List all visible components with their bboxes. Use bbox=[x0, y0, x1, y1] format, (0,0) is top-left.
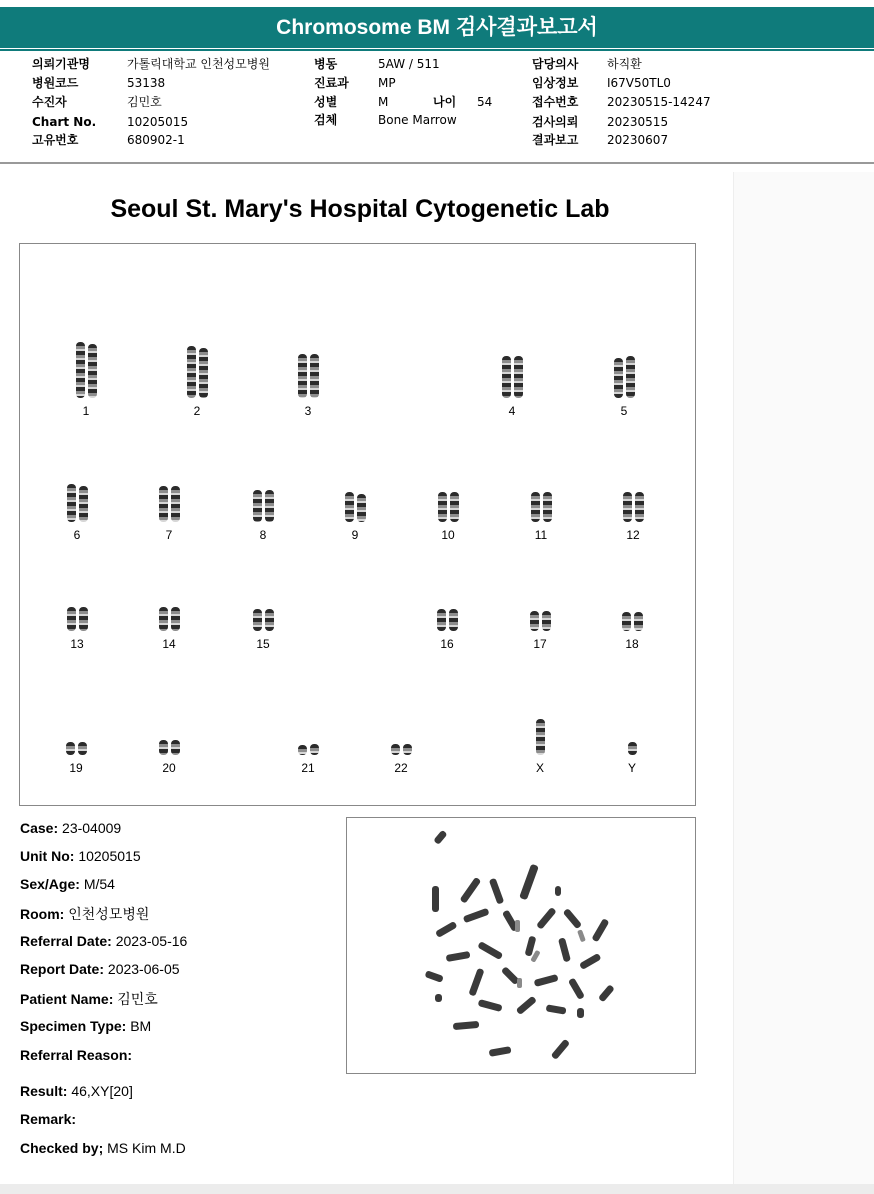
chromosome-17 bbox=[520, 569, 560, 651]
chromosome-label: 12 bbox=[626, 528, 640, 542]
info-value: 54 bbox=[477, 95, 493, 109]
info-value: 20230607 bbox=[607, 133, 669, 147]
chromosome-10 bbox=[428, 460, 468, 542]
info-right bbox=[532, 55, 732, 155]
chromosome-21 bbox=[288, 693, 328, 775]
report-title-bar bbox=[0, 7, 874, 48]
info-value: MP bbox=[378, 76, 396, 90]
chromosome-18 bbox=[612, 569, 652, 651]
chromosome-1 bbox=[66, 336, 106, 418]
chromosome-label: 11 bbox=[534, 528, 548, 542]
result-row bbox=[20, 1083, 133, 1099]
checked-row bbox=[20, 1140, 186, 1156]
header-divider bbox=[0, 162, 874, 164]
chromosome-16 bbox=[427, 569, 467, 651]
result-value: 46,XY[20] bbox=[71, 1083, 133, 1099]
chromosome-label: 19 bbox=[69, 761, 83, 775]
info-value: M bbox=[378, 95, 389, 109]
specimen-row bbox=[20, 1018, 151, 1034]
chromosome-label: 2 bbox=[193, 404, 201, 418]
room-value: 인천성모병원 bbox=[68, 906, 150, 922]
info-label: 임상정보 bbox=[532, 76, 579, 90]
chromosome-label: 10 bbox=[441, 528, 455, 542]
info-value: 20230515-14247 bbox=[607, 95, 711, 109]
referral-date-row bbox=[20, 933, 187, 949]
info-value: 680902-1 bbox=[127, 133, 185, 147]
chromosome-label: 1 bbox=[82, 404, 90, 418]
chromosome-label: Y bbox=[627, 761, 636, 775]
unit-label: Unit No: bbox=[20, 848, 75, 864]
chromosome-label: 21 bbox=[301, 761, 315, 775]
chromosome-20 bbox=[149, 693, 189, 775]
report-date-label: Report Date: bbox=[20, 961, 105, 977]
info-label: 의뢰기관명 bbox=[32, 57, 90, 71]
sexage-row bbox=[20, 876, 115, 892]
chromosome-label: 4 bbox=[508, 404, 516, 418]
specimen-value: BM bbox=[130, 1018, 152, 1034]
info-value: 5AW / 511 bbox=[378, 57, 440, 71]
info-label: 병동 bbox=[314, 57, 338, 71]
chromosome-label: 20 bbox=[162, 761, 176, 775]
report-date-value: 2023-06-05 bbox=[107, 961, 180, 977]
chromosome-11 bbox=[521, 460, 561, 542]
info-label: 고유번호 bbox=[32, 133, 79, 147]
chromosome-label: 13 bbox=[70, 637, 84, 651]
chromosome-label: 5 bbox=[620, 404, 628, 418]
chromosome-14 bbox=[149, 569, 189, 651]
sexage-label: Sex/Age: bbox=[20, 876, 80, 892]
chromosome-label: 15 bbox=[256, 637, 270, 651]
right-margin bbox=[733, 172, 874, 1194]
room-label: Room: bbox=[20, 906, 65, 922]
info-value: Bone Marrow bbox=[378, 113, 457, 127]
chromosome-13 bbox=[57, 569, 97, 651]
chromosome-label: 22 bbox=[394, 761, 408, 775]
chromosome-label: 14 bbox=[162, 637, 176, 651]
chromosome-19 bbox=[56, 693, 96, 775]
info-value: 10205015 bbox=[127, 115, 189, 129]
result-label: Result: bbox=[20, 1083, 68, 1099]
referral-date-value: 2023-05-16 bbox=[115, 933, 188, 949]
chromosome-label: 8 bbox=[259, 528, 267, 542]
info-label: 진료과 bbox=[314, 76, 349, 90]
chromosome-8 bbox=[243, 460, 283, 542]
report-title: Chromosome BM 검사결과보고서 bbox=[276, 16, 598, 39]
info-value: I67V50TL0 bbox=[607, 76, 671, 90]
bottom-margin bbox=[0, 1184, 874, 1194]
sexage-value: M/54 bbox=[83, 876, 115, 892]
unit-value: 10205015 bbox=[78, 848, 141, 864]
chromosome-label: X bbox=[535, 761, 544, 775]
patient-value: 김민호 bbox=[117, 991, 158, 1007]
info-label: 검체 bbox=[314, 113, 338, 127]
info-label: 결과보고 bbox=[532, 133, 579, 147]
chromosome-y bbox=[612, 693, 652, 775]
chromosome-x bbox=[520, 693, 560, 775]
patient-row bbox=[20, 989, 158, 1009]
info-label: 나이 bbox=[433, 95, 457, 109]
info-value: 가톨릭대학교 인천성모병원 bbox=[127, 57, 270, 71]
chromosome-4 bbox=[492, 336, 532, 418]
referral-date-label: Referral Date: bbox=[20, 933, 112, 949]
case-row bbox=[20, 820, 121, 836]
unit-row bbox=[20, 848, 141, 864]
chromosome-label: 16 bbox=[440, 637, 454, 651]
room-row bbox=[20, 904, 149, 924]
case-value: 23-04009 bbox=[62, 820, 122, 836]
info-label: 수진자 bbox=[32, 95, 67, 109]
info-label: 병원코드 bbox=[32, 76, 79, 90]
chromosome-22 bbox=[381, 693, 421, 775]
chromosome-label: 17 bbox=[533, 637, 547, 651]
info-label: 담당의사 bbox=[532, 57, 579, 71]
metaphase-spread bbox=[347, 818, 695, 1073]
chromosome-3 bbox=[288, 336, 328, 418]
case-label: Case: bbox=[20, 820, 59, 836]
info-value: 김민호 bbox=[127, 95, 162, 109]
chromosome-label: 18 bbox=[625, 637, 639, 651]
chromosome-label: 9 bbox=[351, 528, 359, 542]
remark-label: Remark: bbox=[20, 1111, 77, 1127]
info-value: 20230515 bbox=[607, 115, 669, 129]
chromosome-15 bbox=[243, 569, 283, 651]
remark-row bbox=[20, 1111, 76, 1127]
karyotype-image bbox=[19, 243, 696, 806]
metaphase-image bbox=[346, 817, 696, 1074]
info-value: 53138 bbox=[127, 76, 166, 90]
checked-value: MS Kim M.D bbox=[107, 1140, 186, 1156]
chromosome-2 bbox=[177, 336, 217, 418]
specimen-label: Specimen Type: bbox=[20, 1018, 127, 1034]
info-label: Chart No. bbox=[32, 115, 97, 129]
reason-label: Referral Reason: bbox=[20, 1047, 133, 1063]
info-value: 하직환 bbox=[607, 57, 642, 71]
info-label: 검사의뢰 bbox=[532, 115, 579, 129]
chromosome-label: 3 bbox=[304, 404, 312, 418]
checked-label: Checked by; bbox=[20, 1140, 104, 1156]
chromosome-label: 7 bbox=[165, 528, 173, 542]
chromosome-label: 6 bbox=[73, 528, 81, 542]
chromosome-5 bbox=[604, 336, 644, 418]
lab-title: Seoul St. Mary's Hospital Cytogenetic Lab bbox=[110, 195, 610, 223]
info-label: 성별 bbox=[314, 95, 338, 109]
chromosome-9 bbox=[335, 460, 375, 542]
chromosome-12 bbox=[613, 460, 653, 542]
patient-label: Patient Name: bbox=[20, 991, 114, 1007]
info-left bbox=[32, 55, 292, 155]
info-mid bbox=[314, 55, 514, 155]
reason-row bbox=[20, 1047, 132, 1063]
chromosome-6 bbox=[57, 460, 97, 542]
report-date-row bbox=[20, 961, 180, 977]
info-label: 접수번호 bbox=[532, 95, 579, 109]
chromosome-7 bbox=[149, 460, 189, 542]
